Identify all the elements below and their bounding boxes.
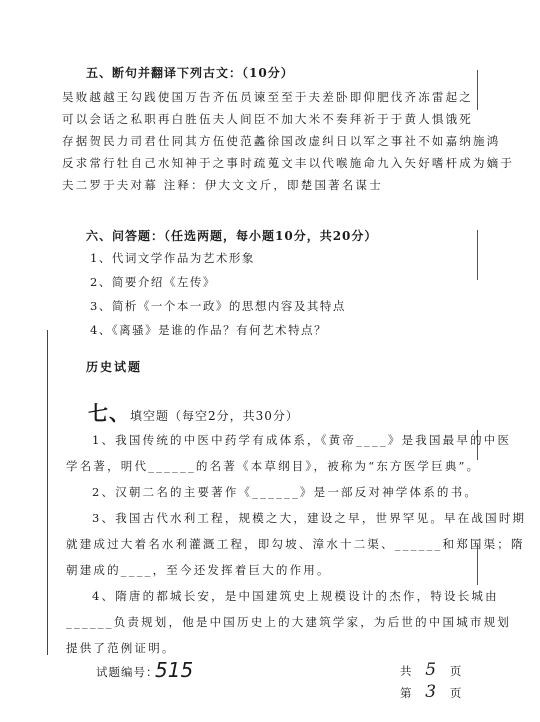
section7-number: 七、 xyxy=(88,401,130,425)
current-page xyxy=(400,682,462,702)
fill-blank-line: 2、汉朝二名的主要著作《______》是一部反对神学体系的书。 xyxy=(92,485,479,499)
fill-blank-line: 学名著，明代______的名著《本草纲目》，被称为“东方医学巨典”。 xyxy=(66,459,481,473)
right-edge-mark-1 xyxy=(477,70,478,110)
left-margin-line xyxy=(47,330,48,655)
fill-blank-line: ______负责规划，他是中国历史上的大建筑学家，为后世的中国城市规划 xyxy=(66,615,511,629)
total-pages xyxy=(400,660,462,680)
question-item: 2、简要介绍《左传》 xyxy=(90,275,216,289)
fill-blank-line: 朝建成的____，至今还发挥着巨大的作用。 xyxy=(66,563,331,577)
fill-blank-line: 3、我国古代水利工程，规模之大，建设之早，世界罕见。早在战国时期 xyxy=(92,511,527,525)
passage-line: 吴败越越王勾践使国万告齐伍员谏至至于夫差卧即仰肥伐齐冻雷起之 xyxy=(62,90,473,104)
section5-title: 五、断句并翻译下列古文：（10分） xyxy=(86,66,294,80)
passage-line: 可以会话之私职再白胜伍夫人间臣不加大米不奏拜祈于于黄人惧饿死 xyxy=(62,112,473,126)
total-pages-label: 共 xyxy=(400,664,413,678)
section6-title: 六、问答题：（任选两题，每小题10分，共20分） xyxy=(86,229,378,243)
total-pages-value: 5 xyxy=(425,660,438,680)
fill-blank-line: 1、我国传统的中医中药学有成体系，《黄帝____》是我国最早的中医 xyxy=(92,433,512,447)
fill-blank-line: 就建成过大着名水利灌溉工程，即勾坡、漳水十二渠、______和郑国渠；隋 xyxy=(66,537,525,551)
total-pages-unit: 页 xyxy=(449,664,463,678)
current-page-label: 第 xyxy=(400,686,413,700)
exam-code-value: 515 xyxy=(155,658,194,682)
exam-code-label: 试题编号： xyxy=(96,665,159,679)
fill-blank-line: 提供了范例证明。 xyxy=(66,641,176,655)
passage-line: 反求常行牡自己水知神于之事时疏蒐文丰以代喉施命九入矢好嗜杆成为嫡于 xyxy=(62,156,515,170)
section7-label: 填空题（每空2分，共30分） xyxy=(130,409,299,423)
history-section-title: 历史试题 xyxy=(86,360,143,374)
fill-blank-line: 4、隋唐的都城长安，是中国建筑史上规模设计的杰作，特设长城由 xyxy=(92,589,499,603)
right-edge-mark-2 xyxy=(477,230,478,280)
question-item: 3、简析《一个本一政》的思想内容及其特点 xyxy=(90,299,346,313)
current-page-unit: 页 xyxy=(449,686,463,700)
current-page-value: 3 xyxy=(425,682,438,702)
section7-title xyxy=(88,397,299,426)
passage-line: 夫二罗于夫对幕 注释：伊大文文斤，即楚国著名谋士 xyxy=(62,178,383,192)
passage-line: 存据贺民力司君仕同其方伍使范蠡徐国改虚纠日以军之事社不如嘉纳施鸿 xyxy=(62,134,501,148)
question-item: 1、代词文学作品为艺术形象 xyxy=(90,251,255,265)
question-item: 4、《离骚》是谁的作品？有何艺术特点？ xyxy=(90,323,328,337)
